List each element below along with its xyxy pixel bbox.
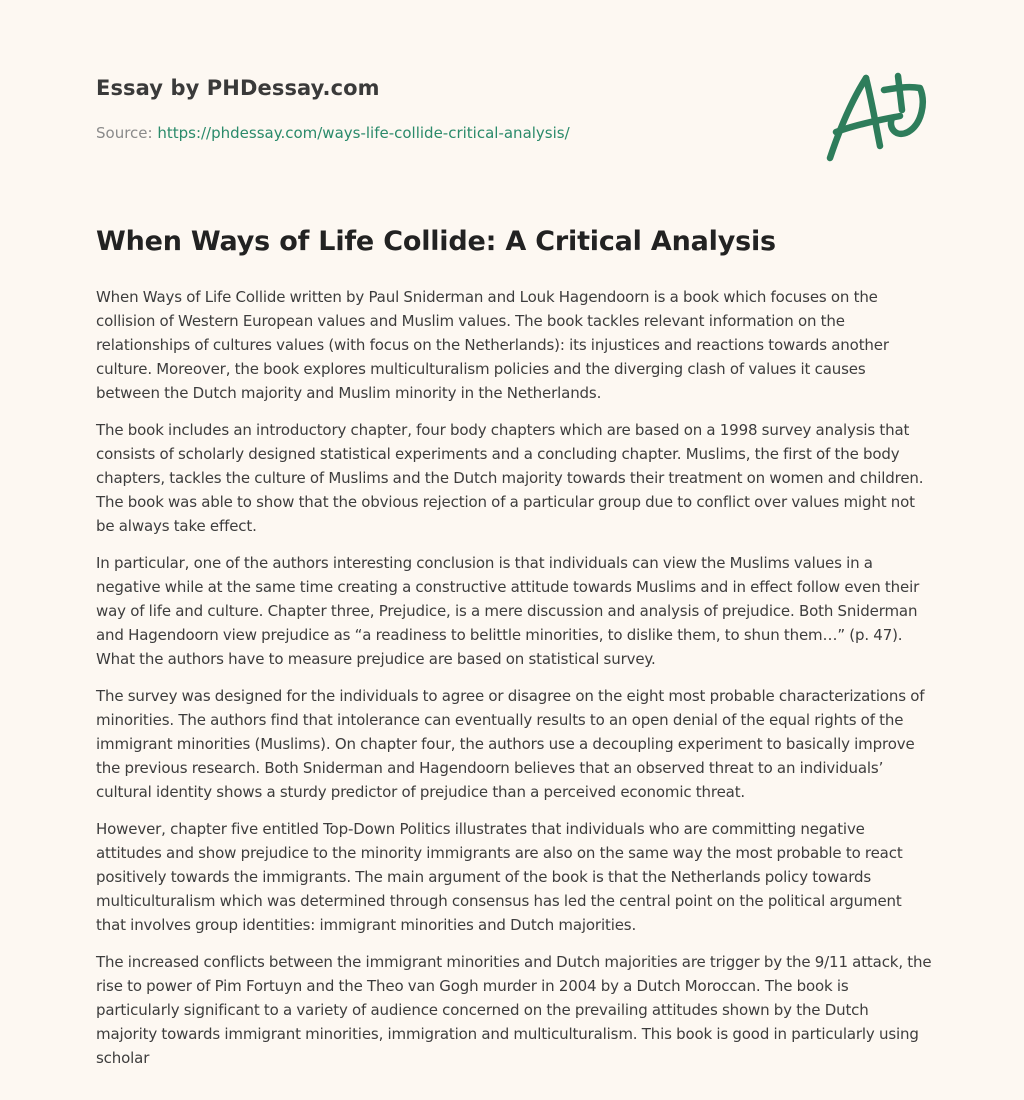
source-label: Source: bbox=[96, 124, 158, 142]
essay-paragraph: The survey was designed for the individuals to agree or disagree on the eight most probable characterizations of minorities. The authors find that intolerance can eventually results to an open denial of the equal rights of the immigrant minorities (Muslims). On chapter four, the authors use a decoupling experiment to basically improve the previous research. Both Sniderman and Hagendoorn believes that an observed threat to an individuals’ cultural identity shows a sturdy predictor of prejudice than a perceived economic threat. bbox=[96, 687, 925, 801]
essay-paragraph: In particular, one of the authors interesting conclusion is that individuals can view the Muslims values in a negative while at the same time creating a constructive attitude towards Muslims and in effect follow even their way of life and culture. Chapter three, Prejudice, is a mere discussion and analysis of prejudice. Both Sniderman and Hagendoorn view prejudice as “a readiness to belittle minorities, to dislike them, to shun them…” (p. 47). What the authors have to measure prejudice are based on statistical survey. bbox=[96, 554, 920, 668]
essay-paragraph: The increased conflicts between the immigrant minorities and Dutch majorities are trigger by the 9/11 attack, the rise to power of Pim Fortuyn and the Theo van Gogh murder in 2004 by a Dutch Moroccan. The book is particularly significant to a variety of audience concerned on the prevailing attitudes shown by the Dutch majority towards immigrant minorities, immigration and multiculturalism. This book is good in particularly using scholar bbox=[96, 953, 932, 1067]
source-line bbox=[96, 124, 570, 142]
a-plus-grade-icon bbox=[822, 66, 932, 166]
essay-title: When Ways of Life Collide: A Critical Analysis bbox=[96, 226, 776, 257]
essay-paragraph: However, chapter five entitled Top-Down Politics illustrates that individuals who are committing negative attitudes and show prejudice to the minority immigrants are also on the same way the most probable to react positively towards the immigrants. The main argument of the book is that the Netherlands policy towards multiculturalism which was determined through consensus has led the central point on the political argument that involves group identities: immigrant minorities and Dutch majorities. bbox=[96, 820, 903, 934]
logo-strokes bbox=[830, 76, 923, 158]
source-link[interactable]: https://phdessay.com/ways-life-collide-critical-analysis/ bbox=[157, 124, 570, 142]
essay-paragraph: When Ways of Life Collide written by Paul Sniderman and Louk Hagendoorn is a book which focuses on the collision of Western European values and Muslim values. The book tackles relevant information on the relationships of cultures values (with focus on the Netherlands): its injustices and reactions towards another culture. Moreover, the book explores multiculturalism policies and the diverging clash of values it causes between the Dutch majority and Muslim minority in the Netherlands. bbox=[96, 288, 889, 402]
site-title: Essay by PHDessay.com bbox=[96, 76, 380, 100]
essay-body bbox=[96, 285, 932, 1083]
essay-paragraph: The book includes an introductory chapter, four body chapters which are based on a 1998 survey analysis that consists of scholarly designed statistical experiments and a concluding chapter. Muslims, the first of the body chapters, tackles the culture of Muslims and the Dutch majority towards their treatment on women and children. The book was able to show that the obvious rejection of a particular group due to conflict over values might not be always take effect. bbox=[96, 421, 924, 535]
